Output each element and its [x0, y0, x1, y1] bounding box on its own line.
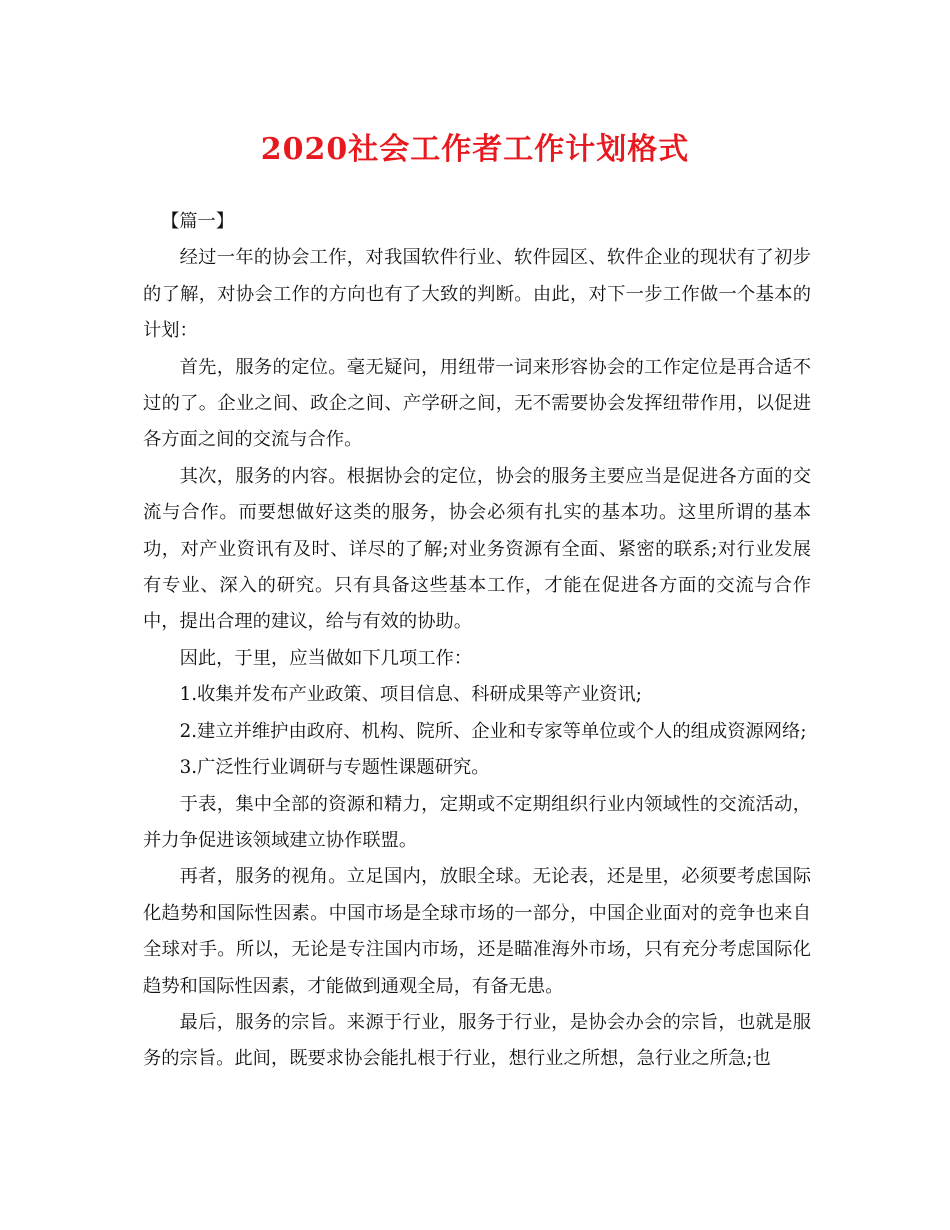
paragraph: 再者，服务的视角。立足国内，放眼全球。无论表，还是里，必须要考虑国际化趋势和国际性因素。中国市场是全球市场的一部分，中国企业面对的竞争也来自全球对手。所以，无论是专注国内市场，还是瞄准海外市场，只有充分考虑国际化趋势和国际性因素，才能做到通观全局，有备无患。 [143, 866, 811, 997]
paragraph: 于表，集中全部的资源和精力，定期或不定期组织行业内领域性的交流活动，并力争促进该领域建立协作联盟。 [143, 793, 811, 851]
paragraph: 最后，服务的宗旨。来源于行业，服务于行业，是协会办会的宗旨，也就是服务的宗旨。此间，既要求协会能扎根于行业，想行业之所想，急行业之所急;也 [143, 1011, 811, 1070]
section-label: 【篇一】 [161, 211, 235, 232]
paragraph: 经过一年的协会工作，对我国软件行业、软件园区、软件企业的现状有了初步的了解，对协会工作的方向也有了大致的判断。由此，对下一步工作做一个基本的计划： [143, 247, 811, 342]
paragraph: 其次，服务的内容。根据协会的定位，协会的服务主要应当是促进各方面的交流与合作。而要想做好这类的服务，协会必须有扎实的基本功。这里所谓的基本功，对产业资讯有及时、详尽的了解;对业务资源有全面、紧密的联系;对行业发展有专业、深入的研究。只有具备这些基本工作，才能在促进各方面的交流与合作中，提出合理的建议，给与有效的协助。 [143, 465, 811, 633]
list-item: 1.收集并发布产业政策、项目信息、科研成果等产业资讯; [179, 684, 642, 706]
document-body [143, 204, 811, 1078]
list-item: 3.广泛性行业调研与专题性课题研究。 [179, 757, 490, 779]
paragraph: 首先，服务的定位。毫无疑问，用纽带一词来形容协会的工作定位是再合适不过的了。企业之间、政企之间、产学研之间，无不需要协会发挥纽带作用，以促进各方面之间的交流与合作。 [143, 356, 811, 451]
list-item: 2.建立并维护由政府、机构、院所、企业和专家等单位或个人的组成资源网络; [179, 720, 807, 742]
document-title: 2020社会工作者工作计划格式 [260, 132, 690, 167]
paragraph: 因此，于里，应当做如下几项工作： [179, 647, 473, 669]
